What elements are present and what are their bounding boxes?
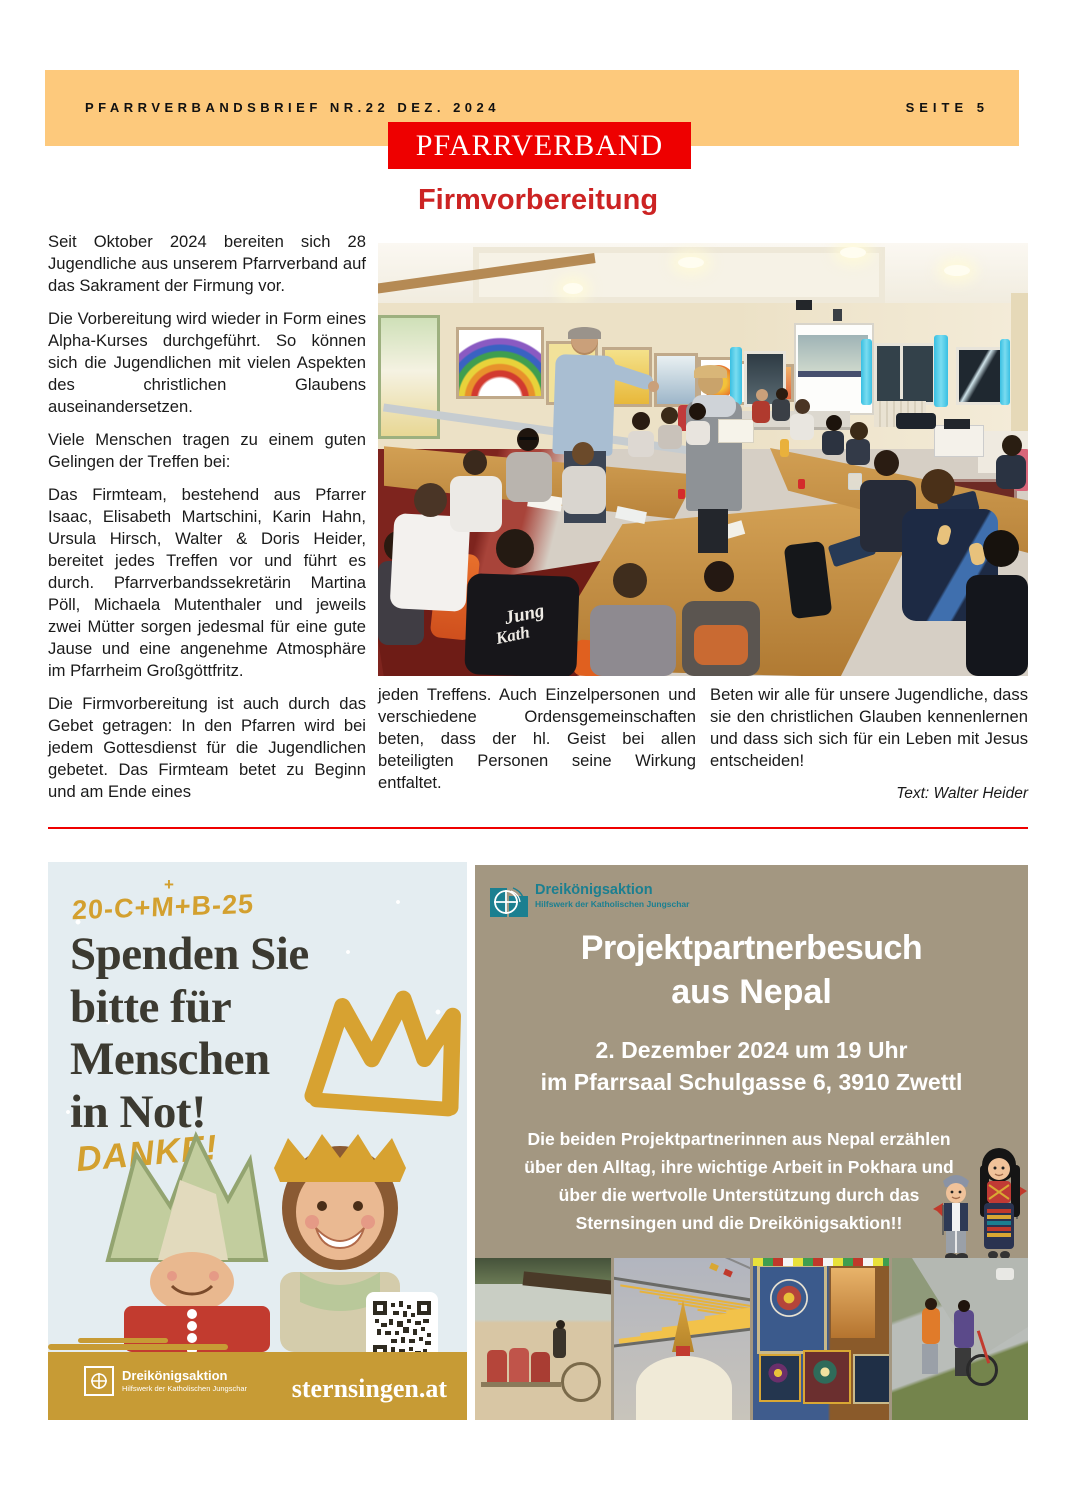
person-torso [562,466,606,514]
paragraph: Die Firmvorbereitung ist auch durch das Gebet getragen: In den Pfarren wird bei jedem Gottesdienst für die Jugendlichen gebetet. Das Firmteam betet zu Beginn und am Ende eines [48,694,366,801]
paragraph: Die Vorbereitung wird wieder in Form eines Alpha-Kurses durchgeführt. So können sich die Jugendlichen mit vielen Aspekten des christlichen Glaubens auseinandersetzen. [48,309,366,416]
person-head [414,483,447,517]
person-head [556,1320,565,1329]
screen-image [798,335,868,373]
dka-logo [489,883,689,925]
white-vehicle [996,1268,1014,1280]
ceiling-light [678,257,704,268]
article-left-column [48,231,366,814]
paragraph: Seit Oktober 2024 bereiten sich 28 Jugendliche aus unserem Pfarrverband auf das Sakrament der Firmung vor. [48,232,366,295]
side-table [934,425,984,457]
person-head [776,388,788,400]
poster-footer-band [48,1352,467,1420]
wall-art-rainbow [456,327,544,399]
cup [678,489,685,499]
stupa-spire [672,1300,694,1352]
person-torso [846,439,870,465]
article-right-column [710,684,1028,805]
string-lights [614,1276,750,1302]
person-hair [568,327,601,339]
blessing-code: 20-C+M+B-25 [71,888,255,926]
section-banner [388,122,691,169]
window [956,347,1004,405]
person-torso [506,452,552,502]
masthead: PFARRVERBANDSBRIEF NR.22 DEZ. 2024 [85,100,500,115]
person-head [613,563,647,598]
photo-ceiling-panel [473,247,885,303]
curtain [1000,339,1010,405]
person-head [958,1300,970,1312]
byline: Text: Walter Heider [896,785,1028,802]
website: sternsingen.at [291,1374,447,1403]
mandala [767,1362,789,1384]
person-torso [772,399,790,421]
curtain-beige [1011,293,1028,443]
person-head [795,399,810,414]
gas-cylinder [531,1352,550,1384]
person-head [1002,435,1022,456]
person-head [921,469,955,504]
person-head [850,422,868,440]
headline-line: Menschen [70,1033,270,1086]
qr-pattern [373,1301,431,1359]
dka-logo [84,1366,247,1396]
carton-box [718,419,754,443]
person-torso [590,605,676,676]
gas-cylinder [487,1350,507,1384]
dka-org-subtitle: Hilfswerk der Katholischen Jungschar [122,1383,248,1393]
person-head [826,415,842,431]
person-head [983,530,1019,567]
paragraph: jeden Treffens. Auch Einzelpersonen und verschiedene Ordensgemeinschaften beten, dass der hl. Geist bei allen beteiligten Personen seine Wirkung entfaltet. [378,685,696,792]
person-legs [922,1344,938,1374]
paragraph: Das Firmteam, bestehend aus Pfarrer Isaac, Elisabeth Martschini, Karin Hahn, Ursula Hirsch, Walter & Doris Heider, bereitet jedes Treffen vor und führt es durch. Pfarrverbandssekretärin Martina Pöll, Michaela Mutenthaler und jeweils zwei Mütter sorgen jedesmal für eine gute Jause und eine angenehme Atmosphäre im Pfarrheim Großgöttfritz. [48,485,366,680]
person-head [572,442,594,465]
person-head [704,561,734,592]
person-silhouette [553,1328,566,1358]
window-mullion [900,343,903,399]
person-head [756,389,768,401]
person-head [874,450,899,476]
person-hand [648,381,659,392]
shop-doorway [831,1268,875,1338]
person-torso [450,476,502,532]
window [874,343,936,405]
speaker [833,309,842,321]
projector [796,300,812,310]
glasses [519,437,537,440]
person-head [925,1298,937,1310]
person-torso [752,401,770,423]
wall-art-flowers [378,315,440,439]
page-number: SEITE 5 [905,100,989,115]
prayer-flags-row [753,1258,889,1266]
section-banner-label: PFARRVERBAND [415,128,664,162]
person-head [463,450,487,475]
photo-strip [475,1258,1028,1420]
person-torso [628,431,654,457]
gas-cylinder [509,1348,529,1384]
person-torso [464,573,579,676]
dka-cross-icon [489,883,529,925]
jacket-text: Jung [502,600,547,630]
curtain [934,335,948,407]
cup [798,479,805,489]
person-head [689,403,706,420]
event-title-line1: Projektpartnerbesuch [580,929,923,967]
cart [481,1382,561,1387]
person-head [661,407,678,424]
bicycle-wheel [966,1354,998,1386]
wall-art [654,353,698,407]
person-head [632,412,650,430]
event-title-line2: aus Nepal [671,973,832,1011]
ceiling-light [840,247,866,258]
headline-line: Spenden Sie [70,928,309,980]
event-location: im Pfarrsaal Schulgasse 6, 3910 Zwettl [540,1069,963,1095]
nepal-poster [475,865,1028,1420]
crown-illustration [295,978,467,1125]
ceiling-light [944,265,970,276]
person-torso [822,431,844,455]
photo-road-boys [892,1258,1028,1420]
person-torso [658,425,682,449]
stupa-eyes-block [676,1346,690,1356]
mandala [811,1358,839,1386]
person-torso [996,455,1026,489]
event-description: Die beiden Projektpartnerinnen aus Nepal erzählen über den Alltag, ihre wichtige Arbeit in Pokhara und über die wertvolle Unterstützung durch das Sternsingen und die Dreikönigsaktion!! [524,1129,954,1233]
dka-cross-icon [84,1366,114,1396]
event-date: 2. Dezember 2024 um 19 Uhr [595,1037,908,1063]
group-photo [378,243,1028,676]
sternsingen-poster [48,862,467,1420]
screen-taskbar [798,371,868,377]
blessing-cross: + [164,875,174,894]
boy-orange-shirt [922,1308,940,1344]
brush-stroke [78,1338,168,1343]
dka-org-name: Dreikönigsaktion [122,1368,228,1384]
brush-stroke [48,1344,228,1350]
photo-gas-cylinders [475,1258,611,1420]
person-hood [694,625,748,665]
person-head [496,529,534,568]
article-title: Firmvorbereitung [417,184,659,216]
headline-line: bitte für [70,980,232,1033]
nepali-woman-illustration [971,1143,1028,1271]
bicycle-wheel [561,1362,601,1402]
mandala [769,1278,809,1318]
prayer-flag [723,1269,733,1278]
article-middle-column [378,684,696,805]
jacket-text: Kath [494,622,532,649]
person-legs [698,509,728,553]
paragraph: Beten wir alle für unsere Jugendliche, dass sie den christlichen Glauben kennenlernen und dass sich sich für ein Leben mit Jesus entscheiden! [710,685,1028,770]
photo-thangka-shop [753,1258,889,1420]
photo-stupa [614,1258,750,1420]
laptop [944,419,970,429]
person-torso [686,421,710,445]
red-divider [48,827,1028,829]
curtain [861,339,872,405]
thanks-text: DANKE! [74,1127,220,1180]
paragraph: Viele Menschen tragen zu einem guten Gelingen der Treffen bei: [48,430,366,471]
stupa-dome [636,1356,732,1420]
person-hair [694,365,727,378]
person-torso [790,414,814,440]
boy-purple-shirt [954,1310,974,1348]
mandala-panel [853,1354,889,1404]
bag [896,413,936,429]
person-torso [966,575,1028,676]
ceiling-light [563,283,583,294]
juice-bottle [780,439,789,457]
headline-line: in Not! [70,1085,207,1138]
prayer-flag [709,1263,719,1272]
dka-org-subtitle: Hilfswerk der Katholischen Jungschar [535,898,690,909]
dka-org-name: Dreikönigsaktion [535,882,653,898]
